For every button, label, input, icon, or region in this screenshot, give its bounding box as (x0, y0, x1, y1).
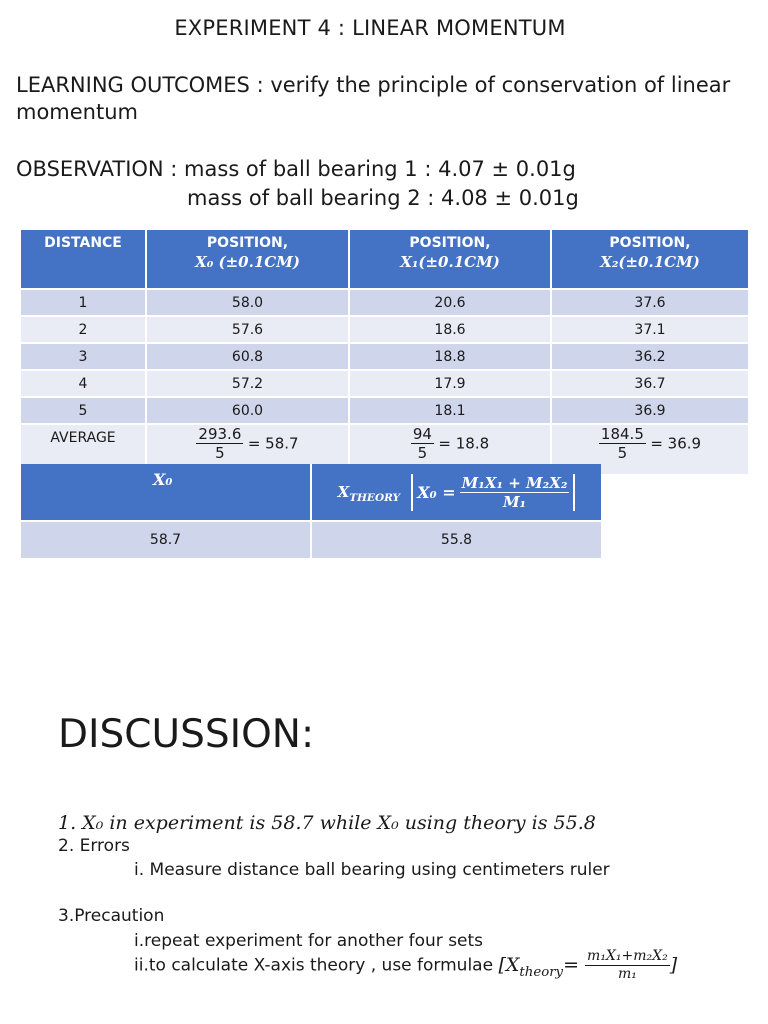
average-x0: $\frac{293.6}{5}$ = 58.7 (146, 424, 349, 474)
header-x0-unit: X₀ (±0.1CM) (195, 253, 300, 271)
position-table-header (21, 230, 748, 289)
cell-x0: 60.8 (146, 343, 349, 370)
average-x2: $\frac{184.5}{5}$ = 36.9 (551, 424, 748, 474)
discussion-heading: DISCUSSION: (58, 712, 315, 757)
cell-distance: 3 (21, 343, 146, 370)
cell-x2: 37.1 (551, 316, 748, 343)
learning-outcomes: LEARNING OUTCOMES : verify the principle of conservation of linear momentum (16, 73, 731, 124)
cell-x0: 58.0 (146, 289, 349, 316)
cell-x0: 57.6 (146, 316, 349, 343)
position-table (21, 230, 748, 474)
page-title: EXPERIMENT 4 : LINEAR MOMENTUM (174, 16, 566, 40)
discussion-point-2-i: i. Measure distance ball bearing using centimeters ruler (134, 860, 610, 880)
cell-x2: 37.6 (551, 289, 748, 316)
cell-x1: 18.8 (349, 343, 551, 370)
value-x0-experiment: 58.7 (21, 521, 311, 558)
discussion-point-1: 1. X₀ in experiment is 58.7 while X₀ using theory is 55.8 (58, 812, 596, 834)
average-x1: $\frac{94}{5}$ = 18.8 (349, 424, 551, 474)
header-x1-unit: X₁(±0.1CM) (400, 253, 500, 271)
table-row (21, 343, 748, 370)
table-row (21, 370, 748, 397)
theory-formula-inline: [$X_{theory}=$ $\frac{\text{m₁X₁+m₂X₂}}{\text{m₁}}$ ] (498, 948, 678, 982)
average-label: AVERAGE (21, 424, 146, 474)
cell-distance: 1 (21, 289, 146, 316)
cell-x2: 36.2 (551, 343, 748, 370)
header-x-theory: $X_{THEORY}$ X₀ = $\frac{\text{M₁X₁ + M₂X₂}}{\text{M₁}}$ (311, 464, 601, 521)
cell-x0: 57.2 (146, 370, 349, 397)
cell-x1: 17.9 (349, 370, 551, 397)
header-distance: DISTANCE (21, 230, 146, 289)
header-x0-experiment: X₀ (21, 464, 311, 521)
discussion-point-2: 2. Errors (58, 836, 130, 856)
header-position-x1: POSITION, X₁(±0.1CM) (349, 230, 551, 289)
cell-x1: 18.6 (349, 316, 551, 343)
cell-x1: 18.1 (349, 397, 551, 424)
observation-line-2: mass of ball bearing 2 : 4.08 ± 0.01g (187, 186, 579, 210)
observation-line-1: OBSERVATION : mass of ball bearing 1 : 4.07 ± 0.01g (16, 157, 576, 181)
cell-x2: 36.7 (551, 370, 748, 397)
cell-x1: 20.6 (349, 289, 551, 316)
cell-distance: 5 (21, 397, 146, 424)
table-row (21, 316, 748, 343)
theory-table (21, 464, 601, 558)
header-position-x0: POSITION, X₀ (±0.1CM) (146, 230, 349, 289)
discussion-point-3-ii: ii.to calculate X-axis theory , use formulae [$X_{theory}=$ $\frac{\text{m₁X₁+m₂X₂}}{\text{m₁}}$ ] (134, 948, 678, 982)
discussion-point-3-i: i.repeat experiment for another four sets (134, 931, 484, 951)
header-position-x2: POSITION, X₂(±0.1CM) (551, 230, 748, 289)
cell-distance: 2 (21, 316, 146, 343)
table-row (21, 289, 748, 316)
value-x-theory: 55.8 (311, 521, 601, 558)
cell-x2: 36.9 (551, 397, 748, 424)
table-row (21, 521, 601, 558)
theory-formula: X₀ = $\frac{\text{M₁X₁ + M₂X₂}}{\text{M₁}}$ (411, 474, 575, 511)
cell-distance: 4 (21, 370, 146, 397)
discussion-point-3: 3.Precaution (58, 906, 165, 926)
header-x2-unit: X₂(±0.1CM) (600, 253, 700, 271)
cell-x0: 60.0 (146, 397, 349, 424)
theory-table-header (21, 464, 601, 521)
table-row (21, 397, 748, 424)
